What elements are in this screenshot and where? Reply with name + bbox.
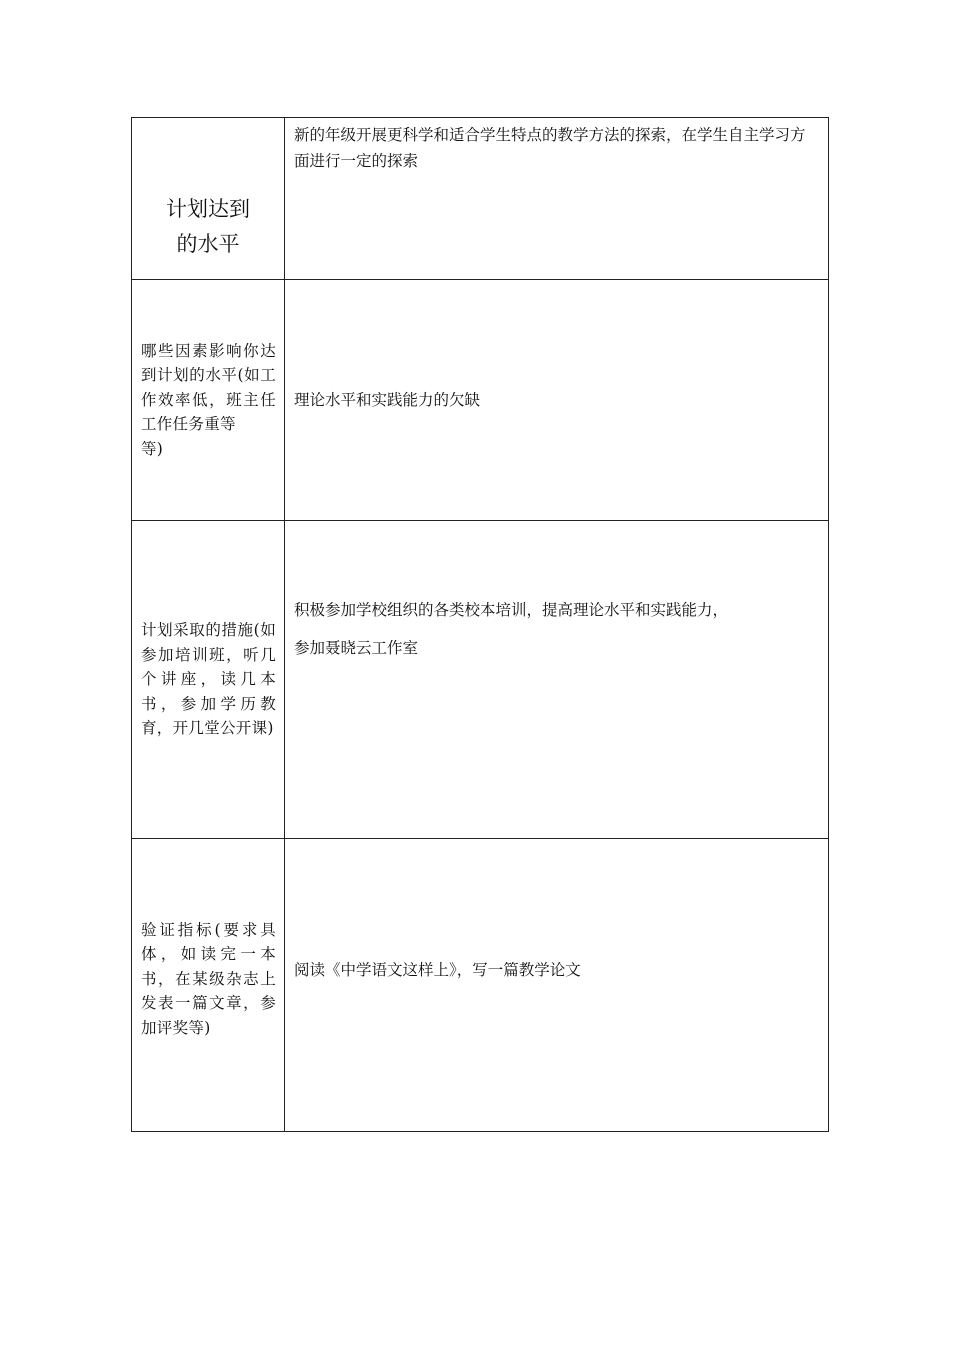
table-row [132,521,829,839]
content-text: 参加聂晓云工作室 [294,639,419,657]
label-text-tail: 等) [141,439,164,458]
row-label-measures [132,521,285,839]
content-text: 新的年级开展更科学和适合学生特点的教学方法的探索，在学生自主学习方面进行一定的探索 [294,126,806,170]
row-content-verification-indicators [285,839,829,1132]
table-row [132,280,829,521]
label-text: 验证指标(要求具体，如读完一本书，在某级杂志上发表一篇文章，参加评奖等) [141,920,276,1037]
content-text: 阅读《中学语文这样上》，写一篇教学论文 [294,961,581,979]
content-text: 积极参加学校组织的各类校本培训，提高理论水平和实践能力， [294,601,729,619]
table-row [132,118,829,280]
row-label-target-level [132,118,285,280]
row-content-influencing-factors [285,280,829,521]
row-label-verification-indicators [132,839,285,1132]
plan-form-table [131,117,829,1132]
content-text: 理论水平和实践能力的欠缺 [294,391,481,409]
table-row [132,839,829,1132]
row-content-target-level [285,118,829,280]
label-text: 计划采取的措施(如参加培训班，听几个讲座，读几本书，参加学历教育，开几堂公开课) [141,621,276,738]
label-line: 计划达到 [166,196,250,221]
row-label-influencing-factors [132,280,285,521]
label-text: 哪些因素影响你达到计划的水平(如工作效率低，班主任工作任务重等 [141,341,276,434]
label-line: 的水平 [176,231,240,256]
row-content-measures [285,521,829,839]
